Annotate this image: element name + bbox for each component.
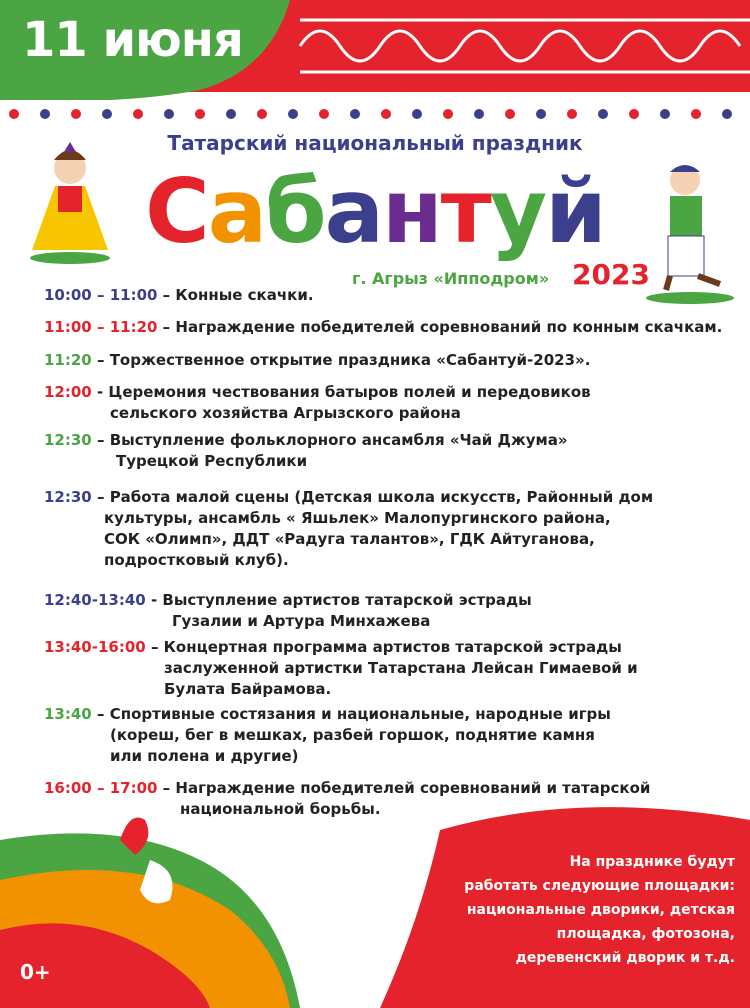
schedule-time: 12:00: [44, 383, 97, 401]
divider-dot: [133, 109, 143, 119]
schedule-text: – Конные скачки.: [162, 286, 314, 304]
info-line: работать следующие площадки:: [464, 878, 735, 894]
schedule-text: Турецкой Республики: [116, 452, 308, 470]
schedule-item: [44, 350, 734, 371]
title-letter: а: [324, 160, 382, 263]
schedule-text: – Концертная программа артистов татарской эстрады: [150, 638, 622, 656]
divider-dot: [536, 109, 546, 119]
divider-dot: [102, 109, 112, 119]
schedule-text: национальной борьбы.: [180, 800, 381, 818]
info-line: площадка, фотозона,: [556, 926, 735, 942]
title-letter: т: [440, 160, 490, 263]
title-letter: й: [545, 160, 605, 263]
schedule-time: 12:30: [44, 431, 97, 449]
schedule-text: – Награждение победителей соревнований по конным скачкам.: [162, 318, 723, 336]
venue: г. Агрыз «Ипподром»: [352, 269, 550, 288]
divider-dot: [505, 109, 515, 119]
schedule-time: 16:00 – 17:00: [44, 779, 163, 797]
divider-dot: [164, 109, 174, 119]
schedule-text: Гузалии и Артура Минхажева: [172, 612, 431, 630]
divider-dot: [598, 109, 608, 119]
schedule-item: [44, 317, 734, 338]
title-letter: б: [265, 160, 325, 263]
schedule-item: [44, 430, 734, 472]
info-line: национальные дворики, детская: [466, 902, 735, 918]
divider-dot: [660, 109, 670, 119]
divider-dot: [350, 109, 360, 119]
schedule-text: или полена и другие): [110, 747, 299, 765]
schedule-time: 11:20: [44, 351, 97, 369]
age-rating: 0+: [20, 960, 51, 984]
schedule-text: заслуженной артистки Татарстана Лейсан Гимаевой и: [164, 659, 638, 677]
schedule-text: – Награждение победителей соревнований и татарской: [162, 779, 651, 797]
divider-dot: [257, 109, 267, 119]
title-letter: н: [381, 160, 441, 263]
schedule-item: [44, 382, 734, 424]
schedule-text: - Выступление артистов татарской эстрады: [150, 591, 532, 609]
schedule-item: [44, 637, 734, 700]
divider-dot: [629, 109, 639, 119]
schedule-text: – Спортивные состязания и национальные, народные игры: [96, 705, 611, 723]
schedule-time: 13:40: [44, 705, 97, 723]
schedule-item: [44, 487, 734, 571]
divider-dot: [9, 109, 19, 119]
festival-title: [0, 162, 750, 262]
schedule-time: 12:40-13:40: [44, 591, 151, 609]
schedule-text: культуры, ансамбль « Яшьлек» Малопургинского района,: [104, 509, 611, 527]
schedule-time: 10:00 – 11:00: [44, 286, 163, 304]
schedule-text: – Выступление фольклорного ансамбля «Чай Джума»: [96, 431, 568, 449]
title-letter: а: [207, 160, 266, 263]
divider-dot: [474, 109, 484, 119]
divider-dot: [567, 109, 577, 119]
schedule-text: – Торжественное открытие праздника «Сабантуй-2023».: [96, 351, 591, 369]
schedule-time: 13:40-16:00: [44, 638, 151, 656]
info-note: [430, 850, 735, 970]
schedule-text: – Работа малой сцены (Детская школа искусств, Районный дом: [96, 488, 654, 506]
divider-dot: [195, 109, 205, 119]
divider-dot: [40, 109, 50, 119]
info-line: деревенский дворик и т.д.: [515, 950, 735, 966]
bottom-left-ornament: [0, 800, 340, 1008]
dot-divider: [0, 106, 750, 122]
schedule-text: (кореш, бег в мешках, разбей горшок, поднятие камня: [110, 726, 595, 744]
schedule-text: подростковый клуб).: [104, 551, 289, 569]
title-letter: С: [145, 160, 208, 263]
schedule-time: 11:00 – 11:20: [44, 318, 163, 336]
schedule-text: Булата Байрамова.: [164, 680, 332, 698]
schedule-time: 12:30: [44, 488, 97, 506]
event-date: 11 июня: [22, 12, 243, 68]
schedule-text: сельского хозяйства Агрызского района: [110, 404, 461, 422]
divider-dot: [319, 109, 329, 119]
divider-dot: [691, 109, 701, 119]
info-line: На празднике будут: [569, 854, 735, 870]
divider-dot: [722, 109, 732, 119]
year: 2023: [572, 258, 650, 291]
divider-dot: [412, 109, 422, 119]
schedule-text: - Церемония чествования батыров полей и передовиков: [96, 383, 591, 401]
title-letter: у: [489, 160, 546, 263]
schedule-text: СОК «Олимп», ДДТ «Радуга талантов», ГДК Айтуганова,: [104, 530, 595, 548]
divider-dot: [443, 109, 453, 119]
divider-dot: [288, 109, 298, 119]
schedule-item: [44, 285, 734, 306]
divider-dot: [71, 109, 81, 119]
schedule-item: [44, 704, 734, 767]
divider-dot: [381, 109, 391, 119]
subtitle: Татарский национальный праздник: [167, 131, 583, 155]
divider-dot: [226, 109, 236, 119]
schedule-item: [44, 590, 734, 632]
